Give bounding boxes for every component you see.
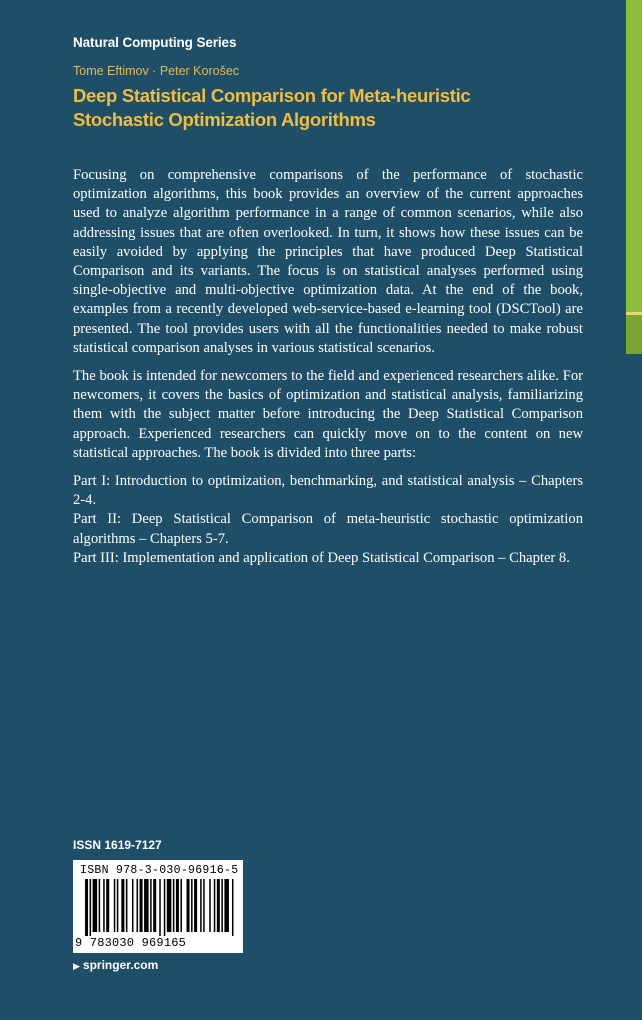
barcode-bar bbox=[232, 879, 234, 936]
barcode-bar bbox=[176, 879, 179, 932]
barcode-bar bbox=[164, 879, 166, 936]
barcode-bar bbox=[191, 879, 193, 932]
barcode-bar bbox=[144, 879, 149, 932]
isbn: ISBN 978-3-030-96916-5 bbox=[80, 864, 239, 877]
spine-color-strip bbox=[626, 0, 642, 314]
barcode-bar bbox=[214, 879, 216, 932]
blurb-paragraph: Focusing on comprehensive comparisons of the performance of stochastic optimization algorithms, this book provides an overview of the current approaches used to analyze algorithm performance in a range of common scenarios, while also addressing issues that are often overlooked. In turn, it shows how these issues can be easily avoided by applying the principles that have produced Deep Statistical Comparison and its variants. The focus is on statistical analyses performed using single-objective and multi-objective optimization data. At the end of the book, examples from a recently developed web-service-based e-learning tool (DSCTool) are presented. The tool provides users with all the functionalities needed to make robust statistical comparison analyses in various statistical scenarios. bbox=[73, 167, 583, 356]
barcode-bar bbox=[140, 879, 143, 932]
ean-number: 9 783030 969165 bbox=[75, 936, 187, 950]
blurb bbox=[73, 166, 583, 568]
spine-accent-line bbox=[626, 312, 642, 315]
barcode-bar bbox=[126, 879, 128, 932]
barcode-bar bbox=[150, 879, 152, 932]
barcode-bar bbox=[203, 879, 205, 932]
part-item: Part III: Implementation and application of Deep Statistical Comparison – Chapter 8. bbox=[73, 549, 570, 566]
barcode-bar bbox=[194, 879, 197, 932]
book-title: Deep Statistical Comparison for Meta-heuristic Stochastic Optimization Algorithms bbox=[73, 85, 471, 130]
parts-list bbox=[73, 472, 583, 568]
barcode-bar bbox=[180, 879, 182, 932]
barcode-bar bbox=[224, 879, 229, 932]
barcode-bar bbox=[200, 879, 202, 932]
barcode-bar bbox=[85, 879, 88, 936]
barcode-bar bbox=[209, 879, 211, 932]
barcode-bar bbox=[114, 879, 116, 932]
publisher-link[interactable] bbox=[73, 958, 158, 972]
barcode-bar bbox=[217, 879, 220, 932]
part-item: Part I: Introduction to optimization, benchmarking, and statistical analysis – Chapters 2-4. bbox=[73, 473, 583, 509]
barcode-bar bbox=[90, 879, 92, 936]
issn: ISSN 1619-7127 bbox=[73, 838, 162, 852]
barcode-bar bbox=[103, 879, 105, 932]
barcode-bar bbox=[153, 879, 156, 932]
barcode-bar bbox=[173, 879, 175, 932]
barcode-bar bbox=[132, 879, 134, 932]
barcode-box bbox=[73, 860, 243, 953]
barcode-bar bbox=[99, 879, 101, 932]
blurb-paragraph: The book is intended for newcomers to the field and experienced researchers alike. For newcomers, it covers the basics of optimization and statistical analysis, familiarizing them with the subject matter before introducing the Deep Statistical Comparison approach. Experienced researchers can quickly move on to the content on new statistical approaches. The book is divided into three parts: bbox=[73, 368, 583, 461]
barcode-bar bbox=[159, 879, 161, 936]
barcode-bar bbox=[167, 879, 172, 932]
part-item: Part II: Deep Statistical Comparison of meta-heuristic stochastic optimization algorithms – Chapters 5-7. bbox=[73, 511, 583, 547]
barcode-bar bbox=[93, 879, 98, 932]
arrow-right-icon: ▶ bbox=[73, 961, 80, 971]
barcode-bar bbox=[106, 879, 109, 932]
barcode-bar bbox=[221, 879, 223, 932]
barcode-bar bbox=[187, 879, 190, 932]
barcode-bar bbox=[121, 879, 124, 932]
barcode-bar bbox=[117, 879, 119, 932]
publisher-url: springer.com bbox=[82, 958, 159, 972]
authors: Tome Eftimov · Peter Korošec bbox=[73, 64, 240, 78]
spine-color-strip-lower bbox=[626, 314, 642, 354]
series-name: Natural Computing Series bbox=[73, 35, 237, 50]
barcode-icon bbox=[85, 879, 235, 936]
barcode-bar bbox=[137, 879, 139, 932]
